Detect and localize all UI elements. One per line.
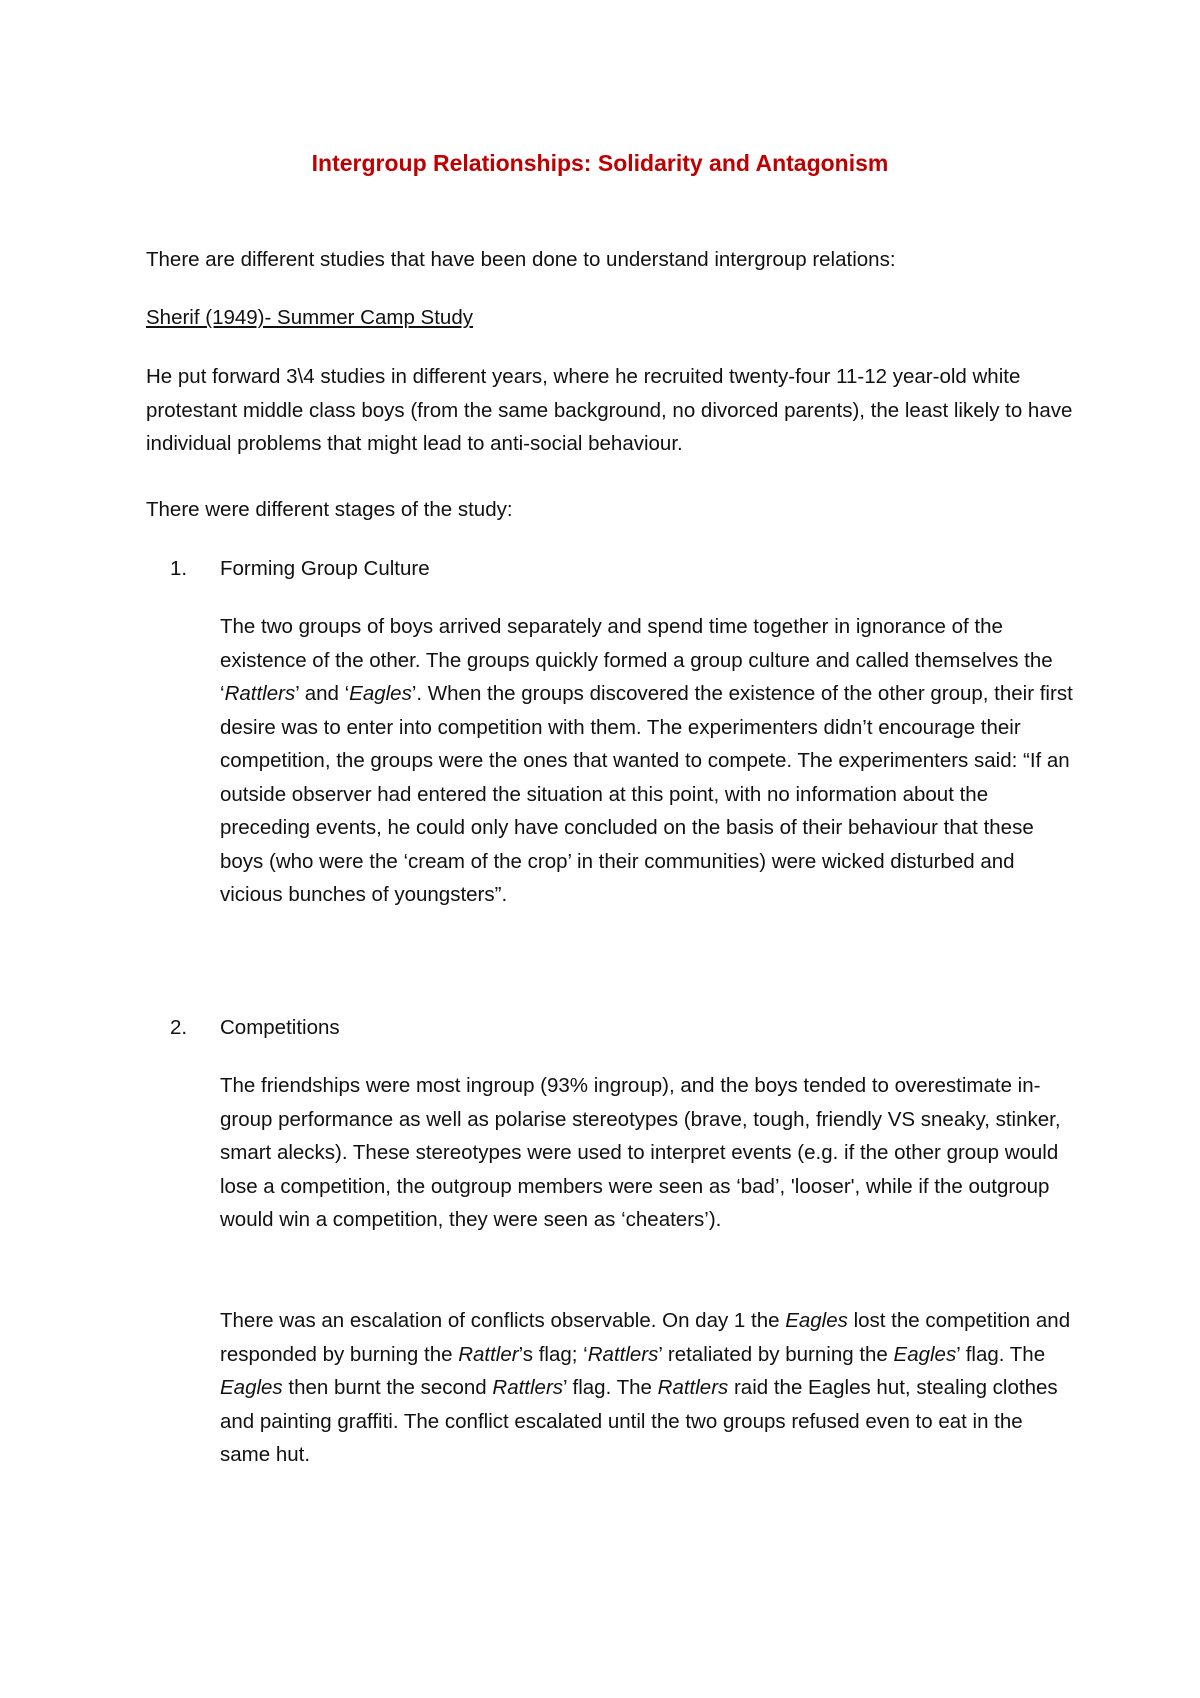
recruitment-paragraph: He put forward 3\4 studies in different years, where he recruited twenty-four 11-12 year-old white protestant middle class boys (from the same background, no divorced parents), the least likely to have individual problems that might lead to anti-social behaviour. xyxy=(146,365,1073,455)
intro-paragraph: There are different studies that have been done to understand intergroup relations: xyxy=(146,248,896,271)
text-run: lost the competition and responded by burning the xyxy=(220,1309,1071,1366)
text-run: ’ and ‘ xyxy=(295,682,350,705)
document-title: Intergroup Relationships: Solidarity and Antagonism xyxy=(311,150,889,176)
italic-rattlers: Rattlers xyxy=(587,1342,659,1366)
study-heading: Sherif (1949)- Summer Camp Study xyxy=(146,306,473,329)
list-number: 1. xyxy=(170,557,188,580)
text-run: ’ flag. The xyxy=(956,1342,1046,1366)
text-run: raid the Eagles hut, stealing clothes and painting graffiti. The conflict escalated until the two groups refused even to eat in the same hut. xyxy=(220,1376,1058,1466)
italic-eagles: Eagles xyxy=(785,1309,848,1332)
list-number: 2. xyxy=(170,1016,188,1039)
text-run: then burnt the second xyxy=(282,1376,493,1399)
escalation-paragraph xyxy=(220,1304,1078,1472)
text-run: The two groups of boys arrived separately and spend time together in ignorance of the existence of the other. The groups quickly formed a group culture and called themselves the ‘ xyxy=(220,615,1053,705)
forming-group-culture-paragraph xyxy=(220,610,1078,912)
text-run: ’ retaliated by burning the xyxy=(658,1342,894,1366)
italic-eagles: Eagles xyxy=(893,1342,957,1366)
text-run: There was an escalation of conflicts observable. On day 1 the xyxy=(220,1309,786,1332)
italic-rattler: Rattler xyxy=(458,1342,519,1366)
list-label: Forming Group Culture xyxy=(220,557,430,580)
text-run: ’s flag; ‘ xyxy=(518,1342,588,1366)
competitions-paragraph: The friendships were most ingroup (93% ingroup), and the boys tended to overestimate in-group performance as well as polarise stereotypes (brave, tough, friendly VS sneaky, stinker, smart alecks). These stereotypes were used to interpret events (e.g. if the other group would lose a competition, the outgroup members were seen as ‘bad’, 'looser', while if the outgroup would win a competition, they were seen as ‘cheaters’). xyxy=(220,1074,1061,1231)
italic-rattlers: Rattlers xyxy=(657,1376,729,1399)
stages-intro: There were different stages of the study: xyxy=(146,498,513,521)
list-label: Competitions xyxy=(220,1016,340,1039)
text-run: ’ flag. The xyxy=(563,1376,658,1399)
italic-eagles: Eagles xyxy=(220,1376,283,1399)
italic-rattlers: Rattlers xyxy=(224,682,296,705)
text-run: ’. When the groups discovered the existence of the other group, their first desire was to enter into competition with them. The experimenters didn’t encourage their competition, the groups were the ones that wanted to compete. The experimenters said: “If an outside observer had entered the situation at this point, with no information about the preceding events, he could only have concluded on the basis of their behaviour that these boys (who were the ‘cream of the crop’ in their communities) were wicked disturbed and vicious bunches of youngsters”. xyxy=(220,682,1073,906)
italic-rattlers: Rattlers xyxy=(492,1376,564,1399)
italic-eagles: Eagles xyxy=(349,682,412,705)
